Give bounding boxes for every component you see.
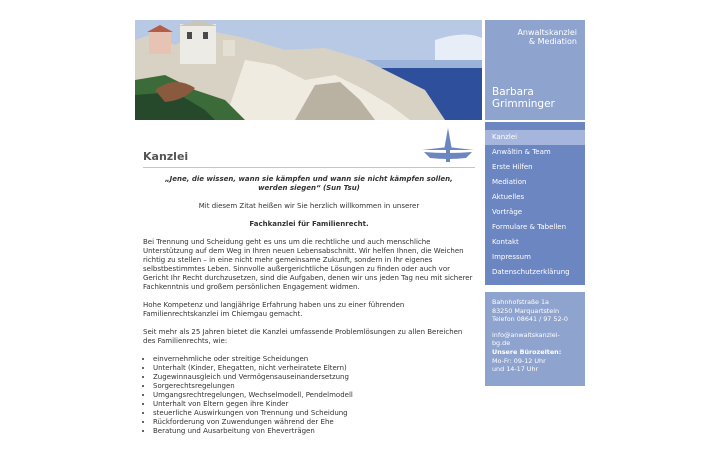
nav-item-anwaeltin-team[interactable]: Anwältin & Team xyxy=(492,148,551,156)
brand-first-name: Barbara xyxy=(492,86,534,98)
nav-item-kontakt[interactable]: Kontakt xyxy=(492,238,519,246)
office-hours-1: Mo-Fr: 09-12 Uhr xyxy=(492,356,546,365)
main-content xyxy=(143,150,475,436)
nav-item-mediation[interactable]: Mediation xyxy=(492,178,527,186)
address-street: Bahnhofstraße 1a xyxy=(492,298,549,306)
list-item: • Zugewinnausgleich und Vermögensauseinandersetzung xyxy=(153,373,475,382)
nav-item-erste-hilfen[interactable]: Erste Hilfen xyxy=(492,163,533,171)
brand-kanzlei-line2: & Mediation xyxy=(528,37,577,46)
brand-kanzlei-line1: Anwaltskanzlei xyxy=(517,28,577,37)
address-city: 83250 Marquartstein xyxy=(492,306,560,315)
list-item: • steuerliche Auswirkungen von Trennung und Scheidung xyxy=(153,409,475,418)
nav-item-kanzlei[interactable]: Kanzlei xyxy=(485,130,585,145)
competence-paragraph: Hohe Kompetenz und langjährige Erfahrung haben uns zu einer führenden Familienrechtskanzlei im Chiemgau gemacht. xyxy=(143,301,405,318)
list-item: • Umgangsrechtregelungen, Wechselmodell, Pendelmodell xyxy=(153,391,475,400)
page-title: Kanzlei xyxy=(143,150,189,163)
nav-item-aktuelles[interactable]: Aktuelles xyxy=(492,193,525,201)
list-item: • Rückforderung von Zuwendungen während der Ehe xyxy=(153,418,475,427)
specialty-text: Fachkanzlei für Familienrecht. xyxy=(249,220,369,228)
brand-subtitle xyxy=(517,28,577,46)
nav-item-impressum[interactable]: Impressum xyxy=(492,253,531,261)
welcome-text: Mit diesem Zitat heißen wir Sie herzlich willkommen in unserer xyxy=(198,202,420,210)
brand-panel xyxy=(485,20,585,120)
email-line1: info@anwaltskanzlei- xyxy=(492,330,560,339)
list-item: • einvernehmliche oder streitige Scheidungen xyxy=(153,355,475,364)
header-painting xyxy=(135,20,482,120)
contact-panel xyxy=(485,292,585,386)
email-link[interactable] xyxy=(492,331,578,348)
services-list xyxy=(143,355,475,436)
brand-name xyxy=(492,86,555,110)
email-line2: bg.de xyxy=(492,339,511,348)
list-item: • Unterhalt von Eltern gegen ihre Kinder xyxy=(153,400,475,409)
nav-item-vortraege[interactable]: Vorträge xyxy=(492,208,523,216)
nav-item-formulare-tabellen[interactable]: Formulare & Tabellen xyxy=(492,223,567,231)
quote-line2: werden siegen“ (Sun Tsu) xyxy=(258,184,360,192)
brand-last-name: Grimminger xyxy=(492,98,555,110)
nav-item-datenschutz[interactable]: Datenschutzerklärung xyxy=(492,268,570,276)
intro-paragraph: Bei Trennung und Scheidung geht es uns um die rechtliche und auch menschliche Unterstützung auf dem Weg in Ihren neuen Lebensabschnitt. Wir helfen Ihnen, die Weichen richtig zu stellen – in eine nicht mehr gemeinsame Zukunft, sondern in Ihr eigenes selbstbestimmtes Leben. Sinnvolle außergerichtliche Lösungen zu finden oder auch vor Gericht Ihr Recht durchzusetzen, sind die Aufgaben, denen wir uns jeden Tag neu mit sicherer Fachkenntnis und großem persönlichen Engagement widmen. xyxy=(143,238,473,291)
office-hours-label: Unsere Bürozeiten: xyxy=(492,347,562,356)
office-hours-2: und 14-17 Uhr xyxy=(492,365,539,374)
list-item: • Unterhalt (Kinder, Ehegatten, nicht verheiratete Eltern) xyxy=(153,364,475,373)
quote-line1: „Jene, die wissen, wann sie kämpfen und wann sie nicht kämpfen sollen, xyxy=(165,175,453,183)
list-item: • Beratung und Ausarbeitung von Eheverträgen xyxy=(153,427,475,436)
phone-number: Telefon 08641 / 97 52-0 xyxy=(492,315,568,324)
services-intro: Seit mehr als 25 Jahren bietet die Kanzlei umfassende Problemlösungen zu allen Bereichen des Familienrechts, wie: xyxy=(143,328,463,345)
main-navigation xyxy=(485,122,585,285)
title-divider xyxy=(143,167,475,168)
list-item: • Sorgerechtsregelungen xyxy=(153,382,475,391)
